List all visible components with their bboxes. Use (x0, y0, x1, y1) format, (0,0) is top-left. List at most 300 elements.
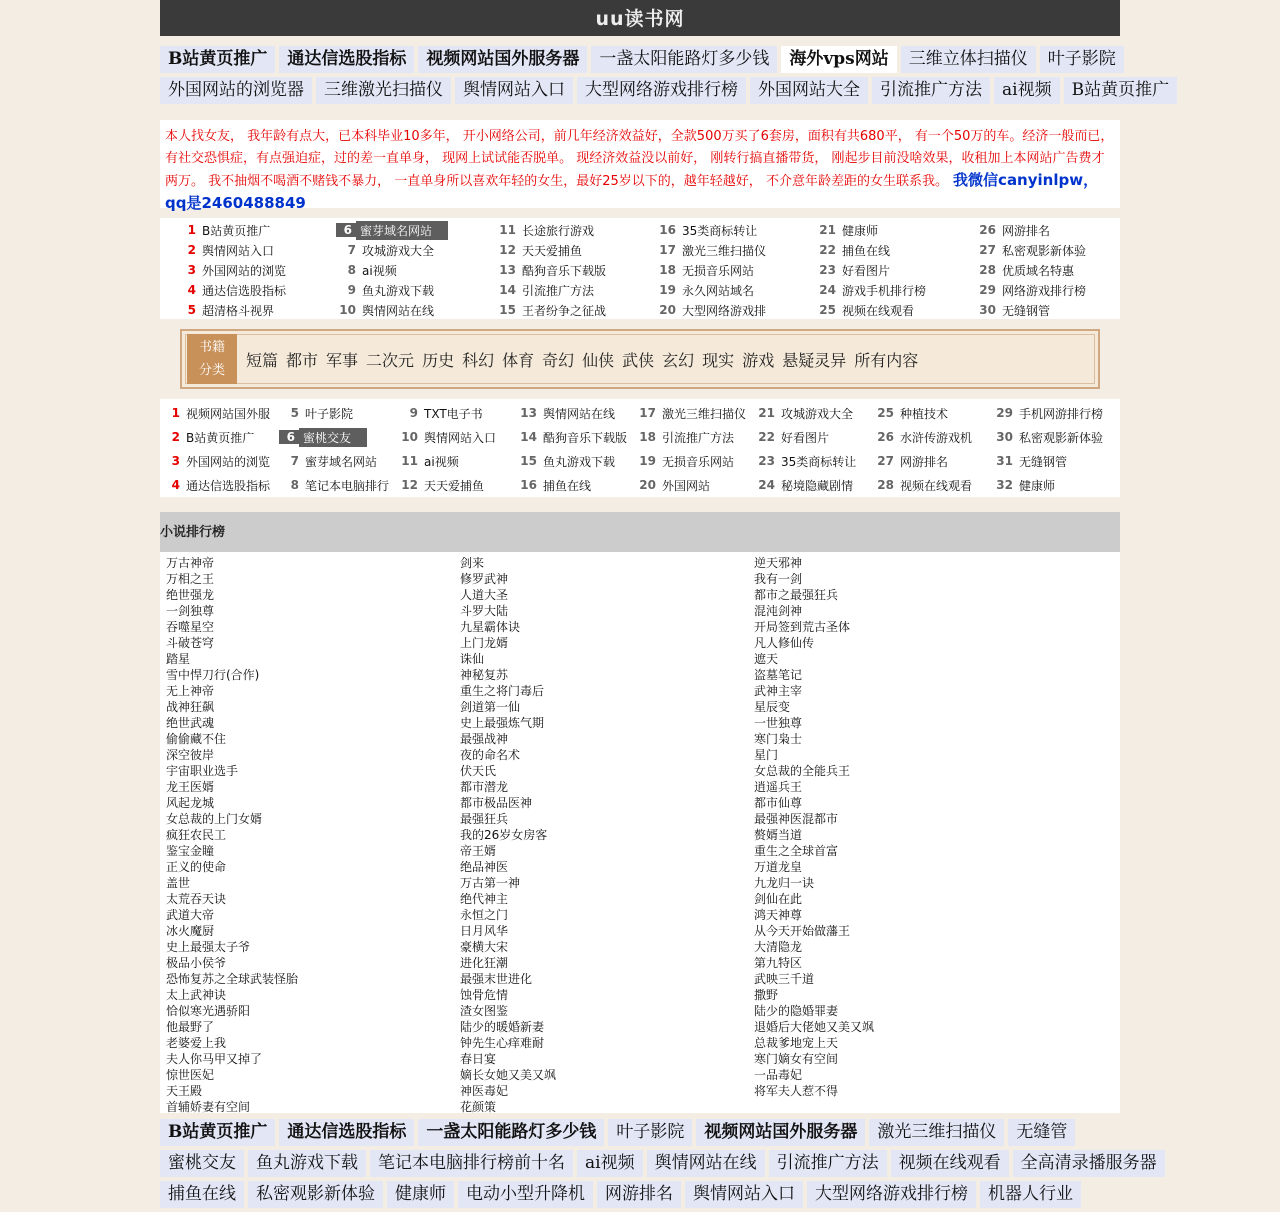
novel-link[interactable]: 万古神帝 (166, 556, 215, 570)
rank-number: 3 (187, 263, 196, 277)
category-link[interactable]: 悬疑灵异 (782, 350, 847, 370)
rank-label[interactable]: 鱼丸游戏下载 (362, 283, 435, 298)
nav-link[interactable]: 外国网站的浏览器 (160, 77, 312, 104)
rank-label[interactable]: 天天爱捕鱼 (424, 478, 485, 493)
ranking-item[interactable] (755, 473, 874, 497)
novel-link[interactable]: 踏星 (166, 652, 191, 666)
ranking-item[interactable] (993, 425, 1112, 449)
site-header (160, 0, 1120, 36)
novel-link[interactable]: 上门龙婿 (460, 636, 509, 650)
novel-link[interactable]: 女总裁的全能兵王 (754, 764, 851, 778)
novel-link[interactable]: 最强神医混都市 (754, 812, 839, 826)
rank-label[interactable]: 网游排名 (900, 454, 949, 469)
novel-link[interactable]: 逆天邪神 (754, 556, 803, 570)
rank-label[interactable]: 攻城游戏大全 (362, 243, 435, 258)
rank-label[interactable]: 外国网站的浏览 (202, 263, 287, 278)
novel-link[interactable]: 春日宴 (460, 1052, 497, 1066)
novel-link[interactable]: 最强狂兵 (460, 812, 509, 826)
rank-label[interactable]: 好看图片 (842, 263, 891, 278)
novel-link[interactable]: 重生之全球首富 (754, 844, 839, 858)
ranking-item[interactable] (517, 449, 636, 473)
novel-link[interactable]: 将军夫人惹不得 (754, 1084, 839, 1098)
novel-link[interactable]: 吞噬星空 (166, 620, 215, 634)
novel-column (166, 555, 460, 1115)
novel-link[interactable]: 鸿天神尊 (754, 908, 803, 922)
category-link[interactable]: 武侠 (622, 350, 655, 370)
ranking-item[interactable] (755, 425, 874, 449)
novel-link[interactable]: 永恒之门 (460, 908, 509, 922)
rank-number: 1 (187, 223, 196, 237)
nav-link[interactable]: 捕鱼在线 (160, 1181, 244, 1208)
ranking-item[interactable] (398, 425, 517, 449)
ranking-item[interactable] (800, 220, 960, 240)
novel-link[interactable]: 日月风华 (460, 924, 509, 938)
novel-link[interactable]: 武神主宰 (754, 684, 803, 698)
ranking-item[interactable] (279, 473, 398, 497)
category-link[interactable]: 二次元 (366, 350, 415, 370)
ranking-item[interactable] (636, 425, 755, 449)
bottom-nav-row-3 (160, 1181, 1120, 1212)
rank-label[interactable]: TXT电子书 (424, 406, 483, 421)
category-link[interactable]: 科幻 (462, 350, 495, 370)
nav-link[interactable]: 视频网站国外服务器 (418, 46, 587, 73)
novel-link[interactable]: 人道大圣 (460, 588, 509, 602)
ranking-item[interactable] (398, 473, 517, 497)
rank-label[interactable]: 私密观影新体验 (1002, 243, 1087, 258)
novel-link[interactable]: 从今天开始做藩王 (754, 924, 851, 938)
rank-label[interactable]: 蜜芽域名网站 (305, 454, 378, 469)
rank-label[interactable]: 视频网站国外服 (186, 406, 271, 421)
novel-link[interactable]: 钟先生心痒难耐 (460, 1036, 545, 1050)
rank-number: 7 (347, 243, 356, 257)
nav-link[interactable]: B站黄页推广 (1064, 77, 1178, 104)
nav-link[interactable]: 网游排名 (597, 1181, 681, 1208)
category-link[interactable]: 都市 (286, 350, 319, 370)
novel-link[interactable]: 蚀骨危情 (460, 988, 509, 1002)
nav-link[interactable]: 视频在线观看 (891, 1150, 1009, 1177)
novel-link[interactable]: 万古第一神 (460, 876, 521, 890)
category-link[interactable]: 短篇 (246, 350, 279, 370)
rank-label[interactable]: 好看图片 (781, 430, 830, 445)
ranking-item[interactable] (160, 220, 320, 240)
rank-label[interactable]: 激光三维扫描仪 (662, 406, 747, 421)
novel-link[interactable]: 疯狂农民工 (166, 828, 227, 842)
novel-link[interactable]: 老婆爱上我 (166, 1036, 227, 1050)
novel-link[interactable]: 无上神帝 (166, 684, 215, 698)
rank-number: 27 (877, 454, 894, 468)
nav-link[interactable]: 一盏太阳能路灯多少钱 (591, 46, 777, 73)
ranking-item[interactable] (755, 449, 874, 473)
novel-link[interactable]: 陆少的隐婚罪妻 (754, 1004, 839, 1018)
novel-link[interactable]: 剑来 (460, 556, 485, 570)
rank-label[interactable]: 无缝钢管 (1002, 303, 1051, 318)
novel-link[interactable]: 重生之将门毒后 (460, 684, 545, 698)
rank-label[interactable]: 王者纷争之征战 (522, 303, 607, 318)
novel-link[interactable]: 撒野 (754, 988, 779, 1002)
rank-label[interactable]: 35类商标转让 (781, 454, 857, 469)
rank-label[interactable]: 酷狗音乐下载版 (543, 430, 628, 445)
nav-link[interactable]: 笔记本电脑排行榜前十名 (370, 1150, 573, 1177)
nav-link[interactable]: 电动小型升降机 (458, 1181, 593, 1208)
ranking-item[interactable] (160, 473, 279, 497)
nav-link[interactable]: 舆情网站在线 (647, 1150, 765, 1177)
novel-link[interactable]: 寒门嫡女有空间 (754, 1052, 839, 1066)
novel-link[interactable]: 战神狂飙 (166, 700, 215, 714)
ranking-item[interactable] (636, 449, 755, 473)
nav-link[interactable]: 舆情网站入口 (455, 77, 573, 104)
ranking-item[interactable] (960, 300, 1120, 320)
nav-link[interactable]: 视频网站国外服务器 (696, 1119, 865, 1146)
nav-link[interactable]: 通达信选股指标 (279, 1119, 414, 1146)
novel-link[interactable]: 极品小侯爷 (166, 956, 227, 970)
rank-label[interactable]: 舆情网站入口 (202, 243, 275, 258)
ranking-item[interactable] (398, 449, 517, 473)
novel-link[interactable]: 混沌剑神 (754, 604, 803, 618)
nav-link[interactable]: B站黄页推广 (160, 1119, 275, 1146)
novel-link[interactable]: 神医毒妃 (460, 1084, 509, 1098)
rank-label[interactable]: 种植技术 (900, 406, 949, 421)
ranking-item[interactable] (874, 401, 993, 425)
rank-label[interactable]: 水浒传游戏机 (900, 430, 973, 445)
ranking-item[interactable] (993, 473, 1112, 497)
novel-link[interactable]: 诛仙 (460, 652, 485, 666)
ranking-item[interactable] (160, 300, 320, 320)
category-link[interactable]: 体育 (502, 350, 535, 370)
novel-link[interactable]: 豪横大宋 (460, 940, 509, 954)
ranking-item[interactable] (480, 260, 640, 280)
nav-link[interactable]: 大型网络游戏排行榜 (807, 1181, 976, 1208)
novel-link[interactable]: 嫡长女她又美又飒 (460, 1068, 557, 1082)
novel-link[interactable]: 开局签到荒古圣体 (754, 620, 851, 634)
novel-link[interactable]: 惊世医妃 (166, 1068, 215, 1082)
novel-link[interactable]: 冰火魔厨 (166, 924, 215, 938)
ranking-item[interactable] (960, 240, 1120, 260)
rank-label[interactable]: 网游排名 (1002, 223, 1051, 238)
novel-link[interactable]: 星辰变 (754, 700, 791, 714)
ranking-item[interactable] (640, 260, 800, 280)
novel-link[interactable]: 万道龙皇 (754, 860, 803, 874)
rank-label[interactable]: 优质域名特惠 (1002, 263, 1075, 278)
novel-link[interactable]: 陆少的暖婚新妻 (460, 1020, 545, 1034)
novel-link[interactable]: 绝世武魂 (166, 716, 215, 730)
rank-number: 28 (877, 478, 894, 492)
nav-link[interactable]: 引流推广方法 (769, 1150, 887, 1177)
rank-label[interactable]: 笔记本电脑排行 (305, 478, 390, 493)
rank-number: 7 (290, 454, 299, 468)
novel-link[interactable]: 九龙归一诀 (754, 876, 815, 890)
novel-link[interactable]: 绝品神医 (460, 860, 509, 874)
novel-link[interactable]: 一剑独尊 (166, 604, 215, 618)
novel-link[interactable]: 太上武神诀 (166, 988, 227, 1002)
rank-label[interactable]: 超清格斗视界 (202, 303, 275, 318)
novel-column (754, 555, 1048, 1115)
nav-link[interactable]: ai视频 (994, 77, 1060, 104)
category-link[interactable]: 玄幻 (662, 350, 695, 370)
top-nav-row-2 (160, 77, 1170, 108)
novel-link[interactable]: 凡人修仙传 (754, 636, 815, 650)
rank-label[interactable]: 舆情网站在线 (543, 406, 616, 421)
rank-label[interactable]: 通达信选股指标 (202, 283, 287, 298)
nav-link[interactable]: 外国网站大全 (750, 77, 868, 104)
ranking-item[interactable] (874, 425, 993, 449)
novel-link[interactable]: 赘婿当道 (754, 828, 803, 842)
rank-label[interactable]: 大型网络游戏排 (682, 303, 767, 318)
ranking-item[interactable] (640, 240, 800, 260)
novel-link[interactable]: 风起龙城 (166, 796, 215, 810)
nav-link[interactable]: ai视频 (577, 1150, 643, 1177)
novel-link[interactable]: 恐怖复苏之全球武装怪胎 (166, 972, 299, 986)
ranking-item[interactable] (480, 280, 640, 300)
rank-label[interactable]: 视频在线观看 (842, 303, 915, 318)
category-link[interactable]: 奇幻 (542, 350, 575, 370)
novel-link[interactable]: 剑仙在此 (754, 892, 803, 906)
rank-label[interactable]: 引流推广方法 (522, 283, 595, 298)
novel-link[interactable]: 我有一剑 (754, 572, 803, 586)
nav-link[interactable]: 一盏太阳能路灯多少钱 (418, 1119, 604, 1146)
rank-number: 21 (819, 223, 836, 237)
category-link[interactable]: 仙侠 (582, 350, 615, 370)
ranking-item[interactable] (755, 401, 874, 425)
novel-link[interactable]: 夫人你马甲又掉了 (166, 1052, 263, 1066)
ranking-item[interactable] (320, 220, 480, 240)
rank-label[interactable]: 捕鱼在线 (842, 243, 891, 258)
rank-number: 13 (520, 406, 537, 420)
novel-link[interactable]: 绝世强龙 (166, 588, 215, 602)
novel-link[interactable]: 鉴宝金瞳 (166, 844, 215, 858)
rank-label[interactable]: 外国网站 (662, 478, 711, 493)
ranking-item[interactable] (517, 425, 636, 449)
ranking-item[interactable] (279, 425, 398, 449)
novel-link[interactable]: 史上最强太子爷 (166, 940, 251, 954)
rank-label[interactable]: 无损音乐网站 (662, 454, 735, 469)
novel-link[interactable]: 都市潜龙 (460, 780, 509, 794)
novel-link[interactable]: 首辅娇妻有空间 (166, 1100, 251, 1114)
nav-link[interactable]: 海外vps网站 (781, 46, 896, 73)
novel-link[interactable]: 正义的使命 (166, 860, 227, 874)
nav-link[interactable]: 叶子影院 (1040, 46, 1124, 73)
novel-link[interactable]: 盗墓笔记 (754, 668, 803, 682)
nav-link[interactable]: 三维立体扫描仪 (901, 46, 1036, 73)
novel-link[interactable]: 九星霸体诀 (460, 620, 521, 634)
category-link[interactable]: 军事 (326, 350, 359, 370)
novel-link[interactable]: 花颜策 (460, 1100, 497, 1114)
ranking-item[interactable] (398, 401, 517, 425)
novel-link[interactable]: 退婚后大佬她又美又飒 (754, 1020, 875, 1034)
novel-link[interactable]: 我的26岁女房客 (460, 828, 548, 842)
rank-label[interactable]: 舆情网站入口 (424, 430, 497, 445)
rank-label[interactable]: 无缝钢管 (1019, 454, 1068, 469)
nav-link[interactable]: 通达信选股指标 (279, 46, 414, 73)
ad-text: 本人找女友， 我年龄有点大，已本科毕业10多年， 开小网络公司，前几年经济效益好，全款500万买了6套房，面积有共680平， 有一个50万的车。经济一般而已，有社交恐惧症，有点强迫症，过的差一直单身， 现网上试试能否脱单。 现经济效益没以前好， 刚转行搞直播带货， 刚起步目前没啥效果，收租加上本网站广告费才两万。 我不抽烟不喝酒不赌钱不暴力， 一直单身所以喜欢年轻的女生，最好25岁以下的，越年轻越好， 不介意年龄差距的女生联系我。 (165, 129, 1114, 189)
rank-label[interactable]: 外国网站的浏览 (186, 454, 271, 469)
rank-label[interactable]: 手机网游排行榜 (1019, 406, 1104, 421)
ranking-item[interactable] (160, 425, 279, 449)
novel-link[interactable]: 龙王医婿 (166, 780, 215, 794)
ranking-item[interactable] (320, 280, 480, 300)
novel-link[interactable]: 总裁爹地宠上天 (754, 1036, 839, 1050)
nav-link[interactable]: 健康师 (387, 1181, 454, 1208)
novel-link[interactable]: 帝王婿 (460, 844, 497, 858)
nav-link[interactable]: 机器人行业 (980, 1181, 1081, 1208)
ranking-item[interactable] (800, 260, 960, 280)
rank-label[interactable]: 通达信选股指标 (186, 478, 271, 493)
site-title[interactable]: uu读书网 (595, 8, 685, 30)
rank-label[interactable]: 健康师 (842, 223, 879, 238)
rank-label[interactable]: B站黄页推广 (202, 223, 271, 238)
novel-link[interactable]: 夜的命名术 (460, 748, 521, 762)
nav-link[interactable]: 私密观影新体验 (248, 1181, 383, 1208)
ranking-item[interactable] (800, 300, 960, 320)
rank-label[interactable]: 蜜芽域名网站 (356, 221, 448, 240)
novel-link[interactable]: 武映三千道 (754, 972, 815, 986)
category-link[interactable]: 所有内容 (854, 350, 919, 370)
ranking-item[interactable] (160, 280, 320, 300)
nav-link[interactable]: 引流推广方法 (872, 77, 990, 104)
nav-link[interactable]: 全高清录播服务器 (1013, 1150, 1165, 1177)
ranking-item[interactable] (480, 240, 640, 260)
novel-link[interactable]: 都市仙尊 (754, 796, 803, 810)
novel-link[interactable]: 女总裁的上门女婿 (166, 812, 263, 826)
category-link[interactable]: 现实 (702, 350, 735, 370)
rank-label[interactable]: 长途旅行游戏 (522, 223, 595, 238)
rank-label[interactable]: 舆情网站在线 (362, 303, 435, 318)
novel-link[interactable]: 偷偷藏不住 (166, 732, 227, 746)
rank-label[interactable]: 鱼丸游戏下载 (543, 454, 616, 469)
nav-link[interactable]: 大型网络游戏排行榜 (577, 77, 746, 104)
novel-link[interactable]: 大清隐龙 (754, 940, 803, 954)
rank-label[interactable]: 叶子影院 (305, 406, 354, 421)
novel-link[interactable]: 进化狂潮 (460, 956, 509, 970)
ranking-item[interactable] (480, 300, 640, 320)
rank-label[interactable]: 无损音乐网站 (682, 263, 755, 278)
rank-label[interactable]: 攻城游戏大全 (781, 406, 854, 421)
rank-label[interactable]: 健康师 (1019, 478, 1056, 493)
ranking-item[interactable] (874, 473, 993, 497)
novel-link[interactable]: 雪中悍刀行(合作) (166, 668, 260, 682)
ranking-item[interactable] (320, 260, 480, 280)
page-container (160, 0, 1170, 1212)
nav-link[interactable]: 蜜桃交友 (160, 1150, 244, 1177)
novel-link[interactable]: 逍遥兵王 (754, 780, 803, 794)
rank-label[interactable]: 35类商标转让 (682, 223, 758, 238)
rank-label[interactable]: 捕鱼在线 (543, 478, 592, 493)
novel-link[interactable]: 遮天 (754, 652, 779, 666)
category-link[interactable]: 历史 (422, 350, 455, 370)
ranking-item[interactable] (800, 240, 960, 260)
rank-label[interactable]: B站黄页推广 (186, 430, 255, 445)
novel-link[interactable]: 寒门枭士 (754, 732, 803, 746)
novel-link[interactable]: 最强末世进化 (460, 972, 533, 986)
ranking-item[interactable] (960, 280, 1120, 300)
ranking-item[interactable] (160, 401, 279, 425)
rank-label[interactable]: 永久网站域名 (682, 283, 755, 298)
rank-label[interactable]: 蜜桃交友 (299, 428, 367, 447)
novel-link[interactable]: 绝代神主 (460, 892, 509, 906)
novel-link[interactable]: 斗罗大陆 (460, 604, 509, 618)
novel-link[interactable]: 深空彼岸 (166, 748, 215, 762)
ranking-item[interactable] (960, 220, 1120, 240)
novel-link[interactable]: 都市之最强狂兵 (754, 588, 839, 602)
nav-link[interactable]: 叶子影院 (608, 1119, 692, 1146)
novel-link[interactable]: 武道大帝 (166, 908, 215, 922)
novel-link[interactable]: 太荒吞天诀 (166, 892, 227, 906)
nav-link[interactable]: 舆情网站入口 (685, 1181, 803, 1208)
novel-link[interactable]: 天王殿 (166, 1084, 203, 1098)
rank-label[interactable]: 激光三维扫描仪 (682, 243, 767, 258)
novel-link[interactable]: 恰似寒光遇骄阳 (166, 1004, 251, 1018)
nav-link[interactable]: 激光三维扫描仪 (869, 1119, 1004, 1146)
novel-link[interactable]: 第九特区 (754, 956, 803, 970)
novel-link[interactable]: 他最野了 (166, 1020, 215, 1034)
ranking-item[interactable] (279, 449, 398, 473)
rank-label[interactable]: 网络游戏排行榜 (1002, 283, 1087, 298)
rank-label[interactable]: 视频在线观看 (900, 478, 973, 493)
ranking-item[interactable] (640, 280, 800, 300)
ranking-item[interactable] (160, 449, 279, 473)
novel-link[interactable]: 斗破苍穹 (166, 636, 215, 650)
ranking-item[interactable] (960, 260, 1120, 280)
novel-link[interactable]: 修罗武神 (460, 572, 509, 586)
nav-link[interactable]: 鱼丸游戏下载 (248, 1150, 366, 1177)
rank-label[interactable]: 私密观影新体验 (1019, 430, 1104, 445)
ranking-item[interactable] (279, 401, 398, 425)
ranking-item[interactable] (160, 260, 320, 280)
novel-link[interactable]: 渣女图鉴 (460, 1004, 509, 1018)
ranking-item[interactable] (640, 300, 800, 320)
ranking-item[interactable] (993, 449, 1112, 473)
rank-label[interactable]: 酷狗音乐下载版 (522, 263, 607, 278)
novel-link[interactable]: 都市极品医神 (460, 796, 533, 810)
ranking-item[interactable] (640, 220, 800, 240)
ranking-item[interactable] (517, 401, 636, 425)
ranking-item[interactable] (320, 240, 480, 260)
ranking-item[interactable] (993, 401, 1112, 425)
rank-number: 30 (996, 430, 1013, 444)
novel-link[interactable]: 最强战神 (460, 732, 509, 746)
novel-link[interactable]: 剑道第一仙 (460, 700, 521, 714)
novel-link[interactable]: 一品毒妃 (754, 1068, 803, 1082)
novel-link[interactable]: 神秘复苏 (460, 668, 509, 682)
ranking-item[interactable] (874, 449, 993, 473)
ranking-item[interactable] (160, 240, 320, 260)
novel-link[interactable]: 宇宙职业选手 (166, 764, 239, 778)
novel-link[interactable]: 盖世 (166, 876, 191, 890)
nav-link[interactable]: B站黄页推广 (160, 46, 275, 73)
category-link[interactable]: 游戏 (742, 350, 775, 370)
ranking-item[interactable] (480, 220, 640, 240)
ranking-item[interactable] (800, 280, 960, 300)
rank-label[interactable]: 游戏手机排行榜 (842, 283, 927, 298)
rank-label[interactable]: 天天爱捕鱼 (522, 243, 583, 258)
novel-link[interactable]: 星门 (754, 748, 779, 762)
rank-label[interactable]: ai视频 (424, 454, 459, 469)
rank-number: 22 (758, 430, 775, 444)
ranking-item[interactable] (320, 300, 480, 320)
rank-label[interactable]: ai视频 (362, 263, 397, 278)
rank-label[interactable]: 引流推广方法 (662, 430, 735, 445)
ranking-item[interactable] (636, 401, 755, 425)
nav-link[interactable]: 无缝管 (1008, 1119, 1075, 1146)
nav-link[interactable]: 三维激光扫描仪 (316, 77, 451, 104)
novel-link[interactable]: 伏天氏 (460, 764, 497, 778)
novel-link[interactable]: 万相之王 (166, 572, 215, 586)
rank-number: 5 (290, 406, 299, 420)
novel-link[interactable]: 史上最强炼气期 (460, 716, 545, 730)
ranking-item[interactable] (636, 473, 755, 497)
novel-link[interactable]: 一世独尊 (754, 716, 803, 730)
rank-label[interactable]: 秘境隐藏剧情 (781, 478, 854, 493)
ranking-item[interactable] (517, 473, 636, 497)
